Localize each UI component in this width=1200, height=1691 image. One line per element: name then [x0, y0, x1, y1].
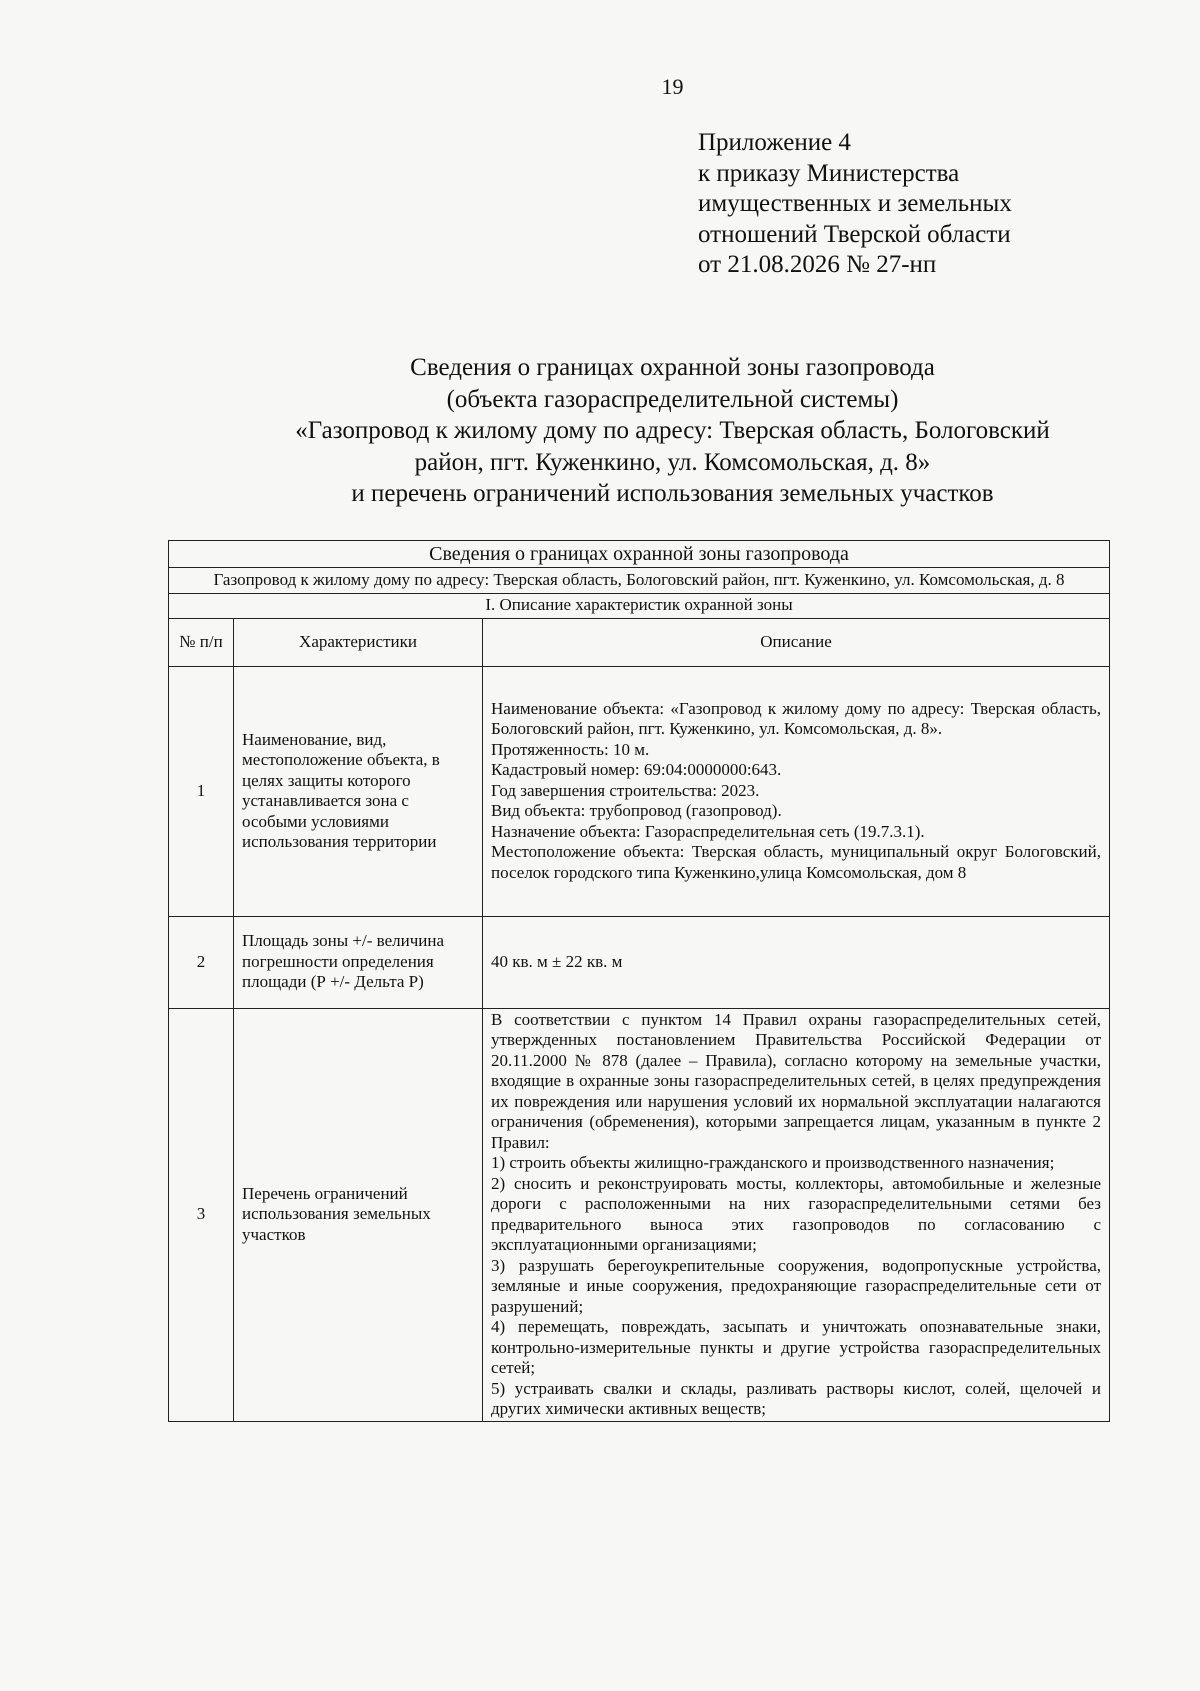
row-characteristic: Наименование, вид, местоположение объекта, в целях защиты которого устанавливается зона с особыми условиями использования территории [234, 666, 483, 916]
row-description [483, 916, 1110, 1008]
desc-line: Назначение объекта: Газораспределительная сеть (19.7.3.1). [491, 821, 925, 841]
col-header-description: Описание [483, 618, 1110, 666]
desc-line: 1) строить объекты жилищно-гражданского и производственного назначения; [491, 1153, 1055, 1172]
title-line: (объекта газораспределительной системы) [446, 385, 899, 413]
desc-line: 3) разрушать берегоукрепительные сооружения, водопропускные устройства, земляные и иные сооружения, предохраняющие газораспределительные сети от разрушений; [491, 1255, 1101, 1316]
desc-line: Наименование объекта: «Газопровод к жилому дому по адресу: Тверская область, Бологовский район, пгт. Куженкино, ул. Комсомольская, д. 8». [491, 698, 1101, 739]
desc-line: Местоположение объекта: Тверская область, муниципальный округ Бологовский, поселок городского типа Куженкино,улица Комсомольская, дом 8 [491, 842, 1101, 882]
zone-table [168, 540, 1110, 1422]
title-line: район, пгт. Куженкино, ул. Комсомольская, д. 8» [414, 448, 931, 476]
col-header-characteristics: Характеристики [234, 618, 483, 666]
table-header-section: I. Описание характеристик охранной зоны [169, 593, 1110, 618]
title-line: Сведения о границах охранной зоны газопровода [410, 354, 935, 381]
desc-line: Кадастровый номер: 69:04:0000000:643. [491, 760, 782, 780]
row-characteristic: Площадь зоны +/- величина погрешности определения площади (Р +/- Дельта Р) [234, 916, 483, 1008]
appendix-line: от 21.08.2026 № 27-нп [698, 251, 937, 278]
appendix-line: Приложение 4 [698, 129, 851, 156]
table-header-main: Сведения о границах охранной зоны газопровода [169, 541, 1110, 568]
appendix-line: имущественных и земельных [698, 190, 1012, 217]
title-line: «Газопровод к жилому дому по адресу: Тверская область, Бологовский [295, 417, 1050, 444]
row-num: 3 [169, 1008, 234, 1421]
appendix-block [698, 128, 1012, 281]
appendix-line: к приказу Министерства [698, 159, 960, 187]
table-row [169, 1008, 1110, 1421]
desc-line: Вид объекта: трубопровод (газопровод). [491, 801, 782, 821]
table-row [169, 916, 1110, 1008]
table-header-object: Газопровод к жилому дому по адресу: Тверская область, Бологовский район, пгт. Куженкино, ул. Комсомольская, д. 8 [169, 568, 1110, 594]
document-title [0, 352, 1200, 510]
desc-line: 40 кв. м ± 22 кв. м [491, 951, 623, 971]
table-row [169, 666, 1110, 916]
desc-line: Протяженность: 10 м. [491, 739, 650, 759]
page-number: 19 [661, 74, 684, 99]
row-num: 1 [169, 666, 234, 916]
appendix-line: отношений Тверской области [698, 220, 1011, 248]
row-description [483, 1008, 1110, 1421]
desc-line: В соответствии с пунктом 14 Правил охраны газораспределительных сетей, утвержденных постановлением Правительства Российской Федерации от 20.11.2000 № 878 (далее – Правила), согласно которому на земельные участки, входящие в охранные зоны газораспределительных сетей, в целях предупреждения их повреждения или нарушения условий их нормальной эксплуатации налагаются ограничения (обременения), которыми запрещается лицам, указанным в пункте 2 Правил: [491, 1009, 1101, 1152]
col-header-num: № п/п [169, 618, 234, 666]
row-num: 2 [169, 916, 234, 1008]
desc-line: Год завершения строительства: 2023. [491, 780, 760, 800]
desc-line: 4) перемещать, повреждать, засыпать и уничтожать опознавательные знаки, контрольно-измерительные пункты и другие устройства газораспределительных сетей; [491, 1317, 1101, 1377]
desc-line: 5) устраивать свалки и склады, разливать растворы кислот, солей, щелочей и других химически активных веществ; [491, 1378, 1101, 1418]
row-characteristic: Перечень ограничений использования земельных участков [234, 1008, 483, 1421]
desc-line: 2) сносить и реконструировать мосты, коллекторы, автомобильные и железные дороги с расположенными на них газораспределительными сетями без предварительного выноса этих газопроводов по согласованию с эксплуатационными организациями; [491, 1173, 1101, 1254]
title-line: и перечень ограничений использования земельных участков [351, 480, 994, 507]
row-description [483, 666, 1110, 916]
